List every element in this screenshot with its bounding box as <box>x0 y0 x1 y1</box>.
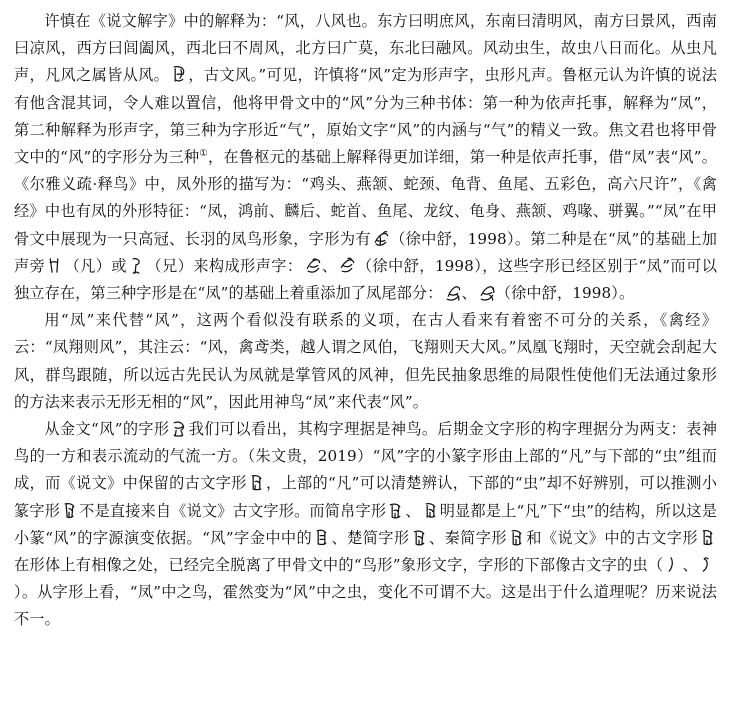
text-run: ）。从字形上看，“凤”中之鸟，霍然变为“风”中之虫，变化不可谓不大。这是出于什么道理呢？历来说法不一。 <box>14 583 717 629</box>
paragraph-p3 <box>14 416 717 634</box>
ancient-script-glyph-qin-feng <box>508 528 525 547</box>
document-body <box>14 8 717 634</box>
text-run: （兄）来构成形声字： <box>146 256 303 275</box>
ancient-script-glyph-oracle-feng-tail-1 <box>444 283 461 302</box>
ancient-script-glyph-oracle-fan <box>46 256 63 275</box>
text-run: 明显都是上“凡”下“虫”的结构，所以这是小篆“风”的字源演变依据。“风”字金中中的 <box>14 501 717 547</box>
text-run: 、 <box>405 501 421 520</box>
text-run: 我们可以看出，其构字理据是神鸟。后期金文字形的构字理据分为两支：表神鸟的一方和表示流动的气流一方。（朱文贵，2019）“风”字的小篆字形由上部的“凡”与下部的“虫”组而成，而《说文》中保留的古文字形 <box>14 420 717 493</box>
ancient-script-glyph-bamboo-feng-1 <box>387 501 404 520</box>
ancient-script-glyph-oracle-feng-xingsheng-2 <box>338 256 355 275</box>
text-run: （徐中舒，1998）。第二种是在“凤”的基础上加声旁 <box>14 229 717 275</box>
ancient-script-glyph-ancient-chong-1 <box>664 555 681 574</box>
text-run: 用“凤”来代替“风”，这两个看似没有联系的义项，在古人看来有着密不可分的关系，《禽经》云：“凤翔则风”，其注云：“风，禽鸢类，越人谓之风伯，飞翔则天大风。”凤凰飞翔时，天空就会刮起大风，群鸟跟随，所以远古先民认为凤就是掌管风的风神，但先民抽象思维的局限性使他们无法通过象形的方法来表示无形无相的“风”，因此用神鸟“凤”来代表“风”。 <box>14 311 717 411</box>
ancient-script-glyph-oracle-feng-bird <box>372 229 389 248</box>
text-run: （凡）或 <box>64 256 128 275</box>
text-run: 、 <box>682 556 698 575</box>
text-run: ，在鲁枢元的基础上解释得更加详细，第一种是依声托事，借“凤”表“风”。《尔雅义疏·释鸟》中，凤外形的描写为：“鸡头、燕颔、蛇颈、龟背、鱼尾、五彩色，高六尺许”，《禽经》中也有凤的外形特征：“凤，鸿前、麟后、蛇首、鱼尾、龙纹、龟身、燕颔、鸡喙、骈翼。”“凤”在甲骨文中展现为一只高冠、长羽的凤鸟形象，字形为有 <box>14 148 717 248</box>
ancient-script-glyph-bamboo-feng-2 <box>422 501 439 520</box>
text-run: 在形体上有相像之处，已经完全脱离了甲骨文中的“鸟形”象形文字，字形的下部像古文字的虫（ <box>14 556 664 575</box>
text-run: 从金文“风”的字形 <box>44 420 170 439</box>
ancient-script-glyph-seal-feng-2 <box>61 501 78 520</box>
ancient-script-glyph-oracle-feng-xingsheng-1 <box>304 256 321 275</box>
paragraph-p1 <box>14 8 717 307</box>
ancient-script-glyph-chu-feng <box>411 528 428 547</box>
text-run: 、 <box>321 256 338 275</box>
footnote-marker: ① <box>199 147 209 159</box>
text-run: ，上部的“凡”可以清楚辨认，下部的“虫”却不好辨别，可以推测小篆字形 <box>14 474 717 520</box>
text-run: 、秦简字形 <box>428 528 507 547</box>
text-run: 、 <box>461 284 477 303</box>
ancient-script-glyph-bronze-feng <box>170 419 187 438</box>
ancient-script-glyph-seal-feng-3 <box>699 528 716 547</box>
text-run: 不是直接来自《说文》古文字形。而简帛字形 <box>79 501 387 520</box>
text-run: （徐中舒，1998），这些字形已经区别于“凤”而可以独立存在，第三种字形是在“凤”的基础上着重添加了凤尾部分： <box>14 256 717 303</box>
ancient-script-glyph-ancient-chong-2 <box>699 555 716 574</box>
ancient-script-glyph-seal-feng-1 <box>170 65 187 84</box>
ancient-script-glyph-oracle-xiong <box>128 256 145 275</box>
text-run: 、楚简字形 <box>331 528 410 547</box>
paragraph-p2 <box>14 307 717 416</box>
ancient-script-glyph-bronze-feng-2 <box>313 528 330 547</box>
text-run: （徐中舒，1998）。 <box>495 284 635 303</box>
ancient-script-glyph-seal-feng-guwen <box>248 473 265 492</box>
ancient-script-glyph-oracle-feng-tail-2 <box>478 283 495 302</box>
text-run: ，古文风。”可见，许慎将“风”定为形声字，虫形凡声。鲁枢元认为许慎的说法有他含混其词，令人难以置信，他将甲骨文中的“风”分为三种书体：第一种为依声托事，解释为“凤”，第二种解释为形声字，第三种为字形近“气”，原始文字“风”的内涵与“气”的精义一致。焦文君也将甲骨文中的“风”的字形分为三种 <box>14 66 718 167</box>
text-run: 许慎在《说文解字》中的解释为：“风，八风也。东方曰明庶风，东南曰清明风，南方曰景风，西南曰凉风，西方曰闾阖风，西北曰不周风，北方曰广莫，东北曰融风。风动虫生，故虫八日而化。从虫凡声，凡风之属皆从风。 <box>14 12 717 85</box>
text-run: 和《说文》中的古文字形 <box>525 528 698 547</box>
